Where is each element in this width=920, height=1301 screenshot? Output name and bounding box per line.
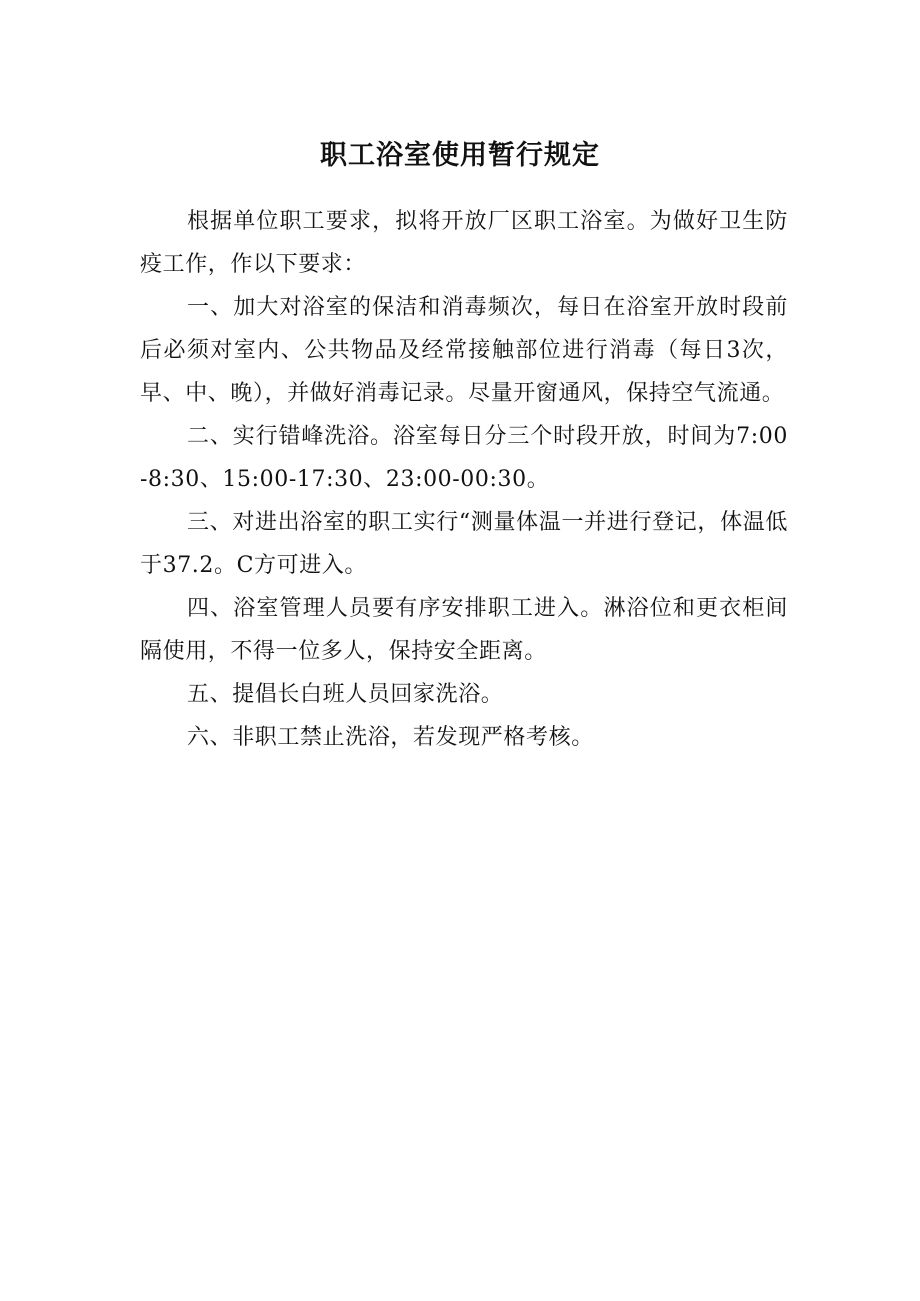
paragraph-intro: 根据单位职工要求，拟将开放厂区职工浴室。为做好卫生防疫工作，作以下要求： bbox=[140, 209, 788, 277]
paragraph-rule-1: 一、加大对浴室的保洁和消毒频次，每日在浴室开放时段前后必须对室内、公共物品及经常接触部位进行消毒（每日3次，早、中、晚），并做好消毒记录。尽量开窗通风，保持空气流通。 bbox=[140, 295, 788, 406]
paragraph-rule-5: 五、提倡长白班人员回家洗浴。 bbox=[187, 682, 504, 707]
paragraph-rule-3: 三、对进出浴室的职工实行“测量体温一并进行登记，体温低于37.2。C方可进入。 bbox=[140, 510, 788, 578]
paragraph-rule-4: 四、浴室管理人员要有序安排职工进入。淋浴位和更衣柜间隔使用，不得一位多人，保持安全距离。 bbox=[140, 596, 788, 664]
paragraph-rule-6: 六、非职工禁止洗浴，若发现严格考核。 bbox=[187, 725, 594, 750]
paragraph-rule-2: 二、实行错峰洗浴。浴室每日分三个时段开放，时间为7:00-8:30、15:00-17:30、23:00-00:30。 bbox=[140, 424, 788, 492]
document-title: 职工浴室使用暂行规定 bbox=[320, 140, 600, 171]
document-body bbox=[140, 200, 788, 759]
